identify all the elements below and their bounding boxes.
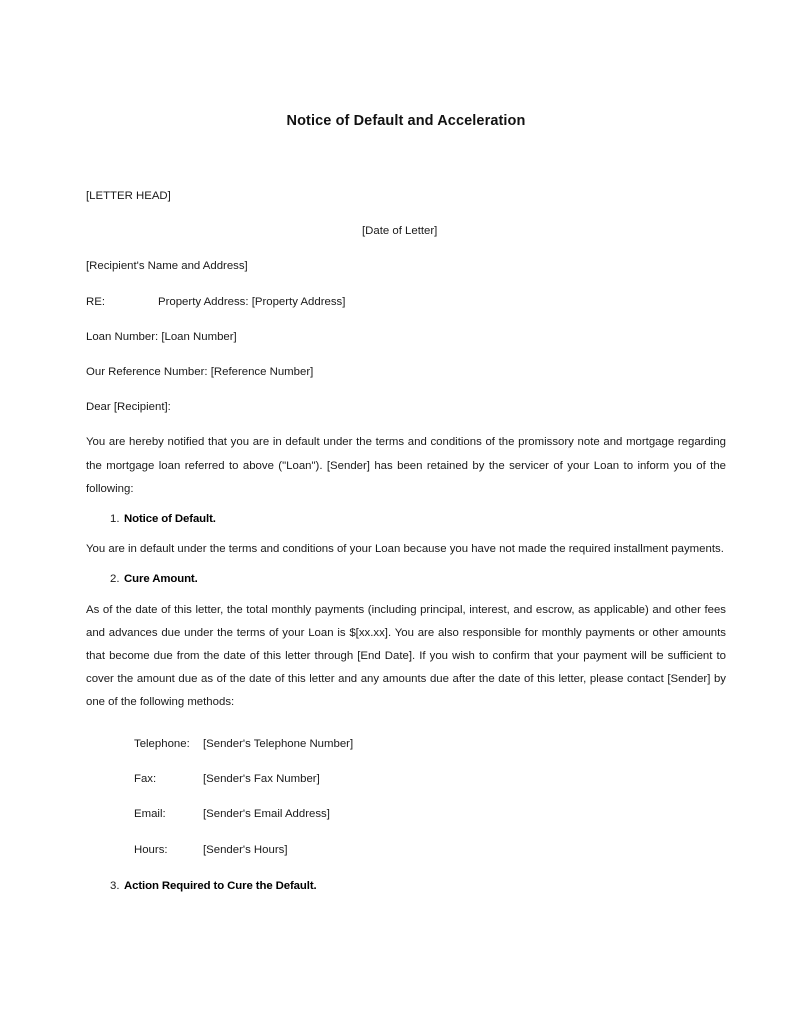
- contact-label-email: Email:: [134, 808, 166, 821]
- intro-paragraph: You are hereby notified that you are in default under the terms and conditions of the promissory note and mortgage regarding the mortgage loan referred to above ("Loan"). [Sender] has been retained by the servicer of your Loan to inform you of the following:: [86, 436, 726, 495]
- reference-number-line: Our Reference Number: [Reference Number]: [86, 366, 314, 379]
- section-item-2: [86, 568, 726, 591]
- salutation: Dear [Recipient]:: [86, 401, 171, 414]
- page-title: Notice of Default and Acceleration: [286, 113, 526, 129]
- contact-methods-list: [86, 727, 726, 869]
- contact-value-fax: [Sender's Fax Number]: [203, 773, 320, 786]
- section-number-3: 3.: [110, 880, 120, 893]
- contact-label-fax: Fax:: [134, 773, 157, 786]
- section-heading-2: Cure Amount.: [124, 573, 198, 586]
- contact-row-email: [134, 797, 726, 832]
- contact-value-hours: [Sender's Hours]: [203, 843, 288, 856]
- section-body-2: As of the date of this letter, the total monthly payments (including principal, interest, and escrow, as applicable) and other fees and advances due under the terms of your Loan is $[xx.xx]. You are also responsible for monthly payments or other amounts that become due from the date of this letter through [End Date]. If you wish to confirm that your payment will be sufficient to cover the amount due as of the date of this letter and any amounts due after the date of this letter, please contact [Sender] by one of the following methods:: [86, 603, 726, 709]
- section-item-1: [86, 508, 726, 531]
- contact-value-email: [Sender's Email Address]: [203, 808, 330, 821]
- section-body-1: You are in default under the terms and conditions of your Loan because you have not made the required installment payments.: [86, 543, 724, 556]
- section-heading-1: Notice of Default.: [124, 513, 216, 526]
- contact-value-telephone: [Sender's Telephone Number]: [203, 737, 354, 750]
- contact-row-fax: [134, 762, 726, 797]
- document-content: [86, 0, 726, 898]
- re-property-address: Property Address: [Property Address]: [158, 295, 346, 308]
- section-number-2: 2.: [110, 573, 120, 586]
- section-item-3: [86, 875, 726, 898]
- contact-row-telephone: [134, 727, 726, 762]
- loan-number-line: Loan Number: [Loan Number]: [86, 330, 237, 343]
- re-line: [86, 291, 726, 314]
- letterhead-placeholder: [LETTER HEAD]: [86, 190, 171, 202]
- section-number-1: 1.: [110, 513, 120, 526]
- recipient-address-block: [Recipient's Name and Address]: [86, 260, 248, 273]
- re-label: RE:: [86, 295, 105, 308]
- contact-label-hours: Hours:: [134, 843, 168, 856]
- date-of-letter: [Date of Letter]: [362, 225, 438, 238]
- section-heading-3: Action Required to Cure the Default.: [124, 880, 317, 893]
- contact-label-telephone: Telephone:: [134, 737, 190, 750]
- contact-row-hours: [134, 833, 726, 868]
